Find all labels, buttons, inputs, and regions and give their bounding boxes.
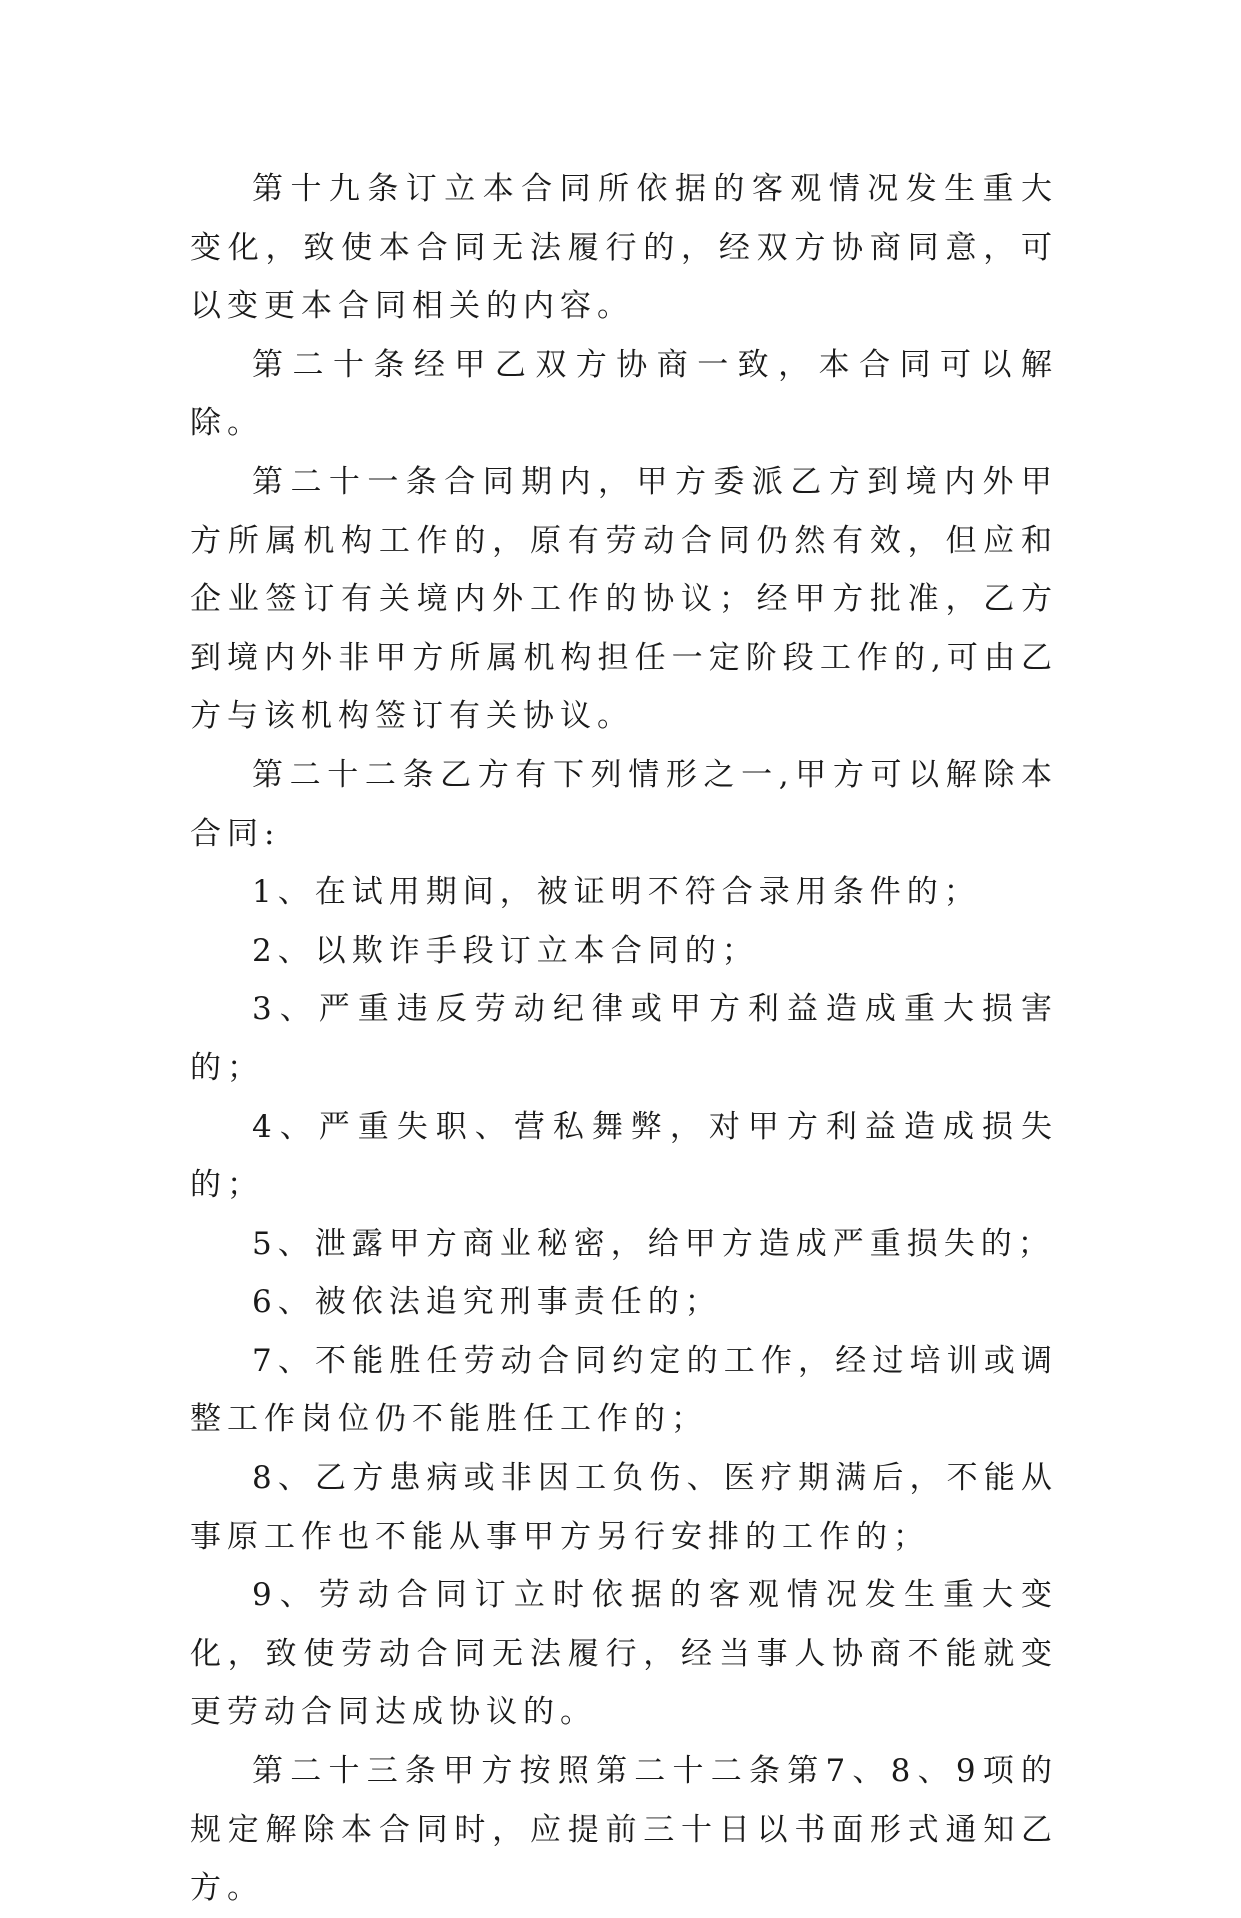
paragraph-article-23: 第二十三条甲方按照第二十二条第7、8、9项的规定解除本合同时，应提前三十日以书面形式通知乙方。 — [190, 1753, 1058, 1907]
paragraph-article-20: 第二十条经甲乙双方协商一致，本合同可以解除。 — [190, 346, 1058, 442]
list-item-4: 4、严重失职、营私舞弊，对甲方利益造成损失的； — [190, 1108, 1058, 1204]
paragraph-article-19: 第十九条订立本合同所依据的客观情况发生重大变化，致使本合同无法履行的，经双方协商同意，可以变更本合同相关的内容。 — [190, 171, 1058, 325]
list-item-1: 1、在试用期间，被证明不符合录用条件的； — [252, 874, 981, 911]
list-item-2: 2、以欺诈手段订立本合同的； — [252, 932, 759, 969]
list-item-6: 6、被依法追究刑事责任的； — [252, 1284, 722, 1321]
list-item-5: 5、泄露甲方商业秘密，给甲方造成严重损失的； — [252, 1225, 1055, 1262]
list-item-3: 3、严重违反劳动纪律或甲方利益造成重大损害的； — [190, 991, 1058, 1086]
list-item-8: 8、乙方患病或非因工负伤、医疗期满后，不能从事原工作也不能从事甲方另行安排的工作的； — [190, 1460, 1058, 1555]
paragraph-article-22: 第二十二条乙方有下列情形之一,甲方可以解除本合同: — [190, 756, 1058, 852]
list-item-7: 7、不能胜任劳动合同约定的工作，经过培训或调整工作岗位仍不能胜任工作的； — [190, 1342, 1058, 1438]
paragraph-article-21: 第二十一条合同期内，甲方委派乙方到境内外甲方所属机构工作的，原有劳动合同仍然有效，但应和企业签订有关境内外工作的协议；经甲方批准，乙方到境内外非甲方所属机构担任一定阶段工作的,可由乙方与该机构签订有关协议。 — [190, 463, 1058, 735]
document-body — [190, 160, 1058, 1918]
list-item-9: 9、劳动合同订立时依据的客观情况发生重大变化，致使劳动合同无法履行，经当事人协商不能就变更劳动合同达成协议的。 — [190, 1577, 1058, 1731]
